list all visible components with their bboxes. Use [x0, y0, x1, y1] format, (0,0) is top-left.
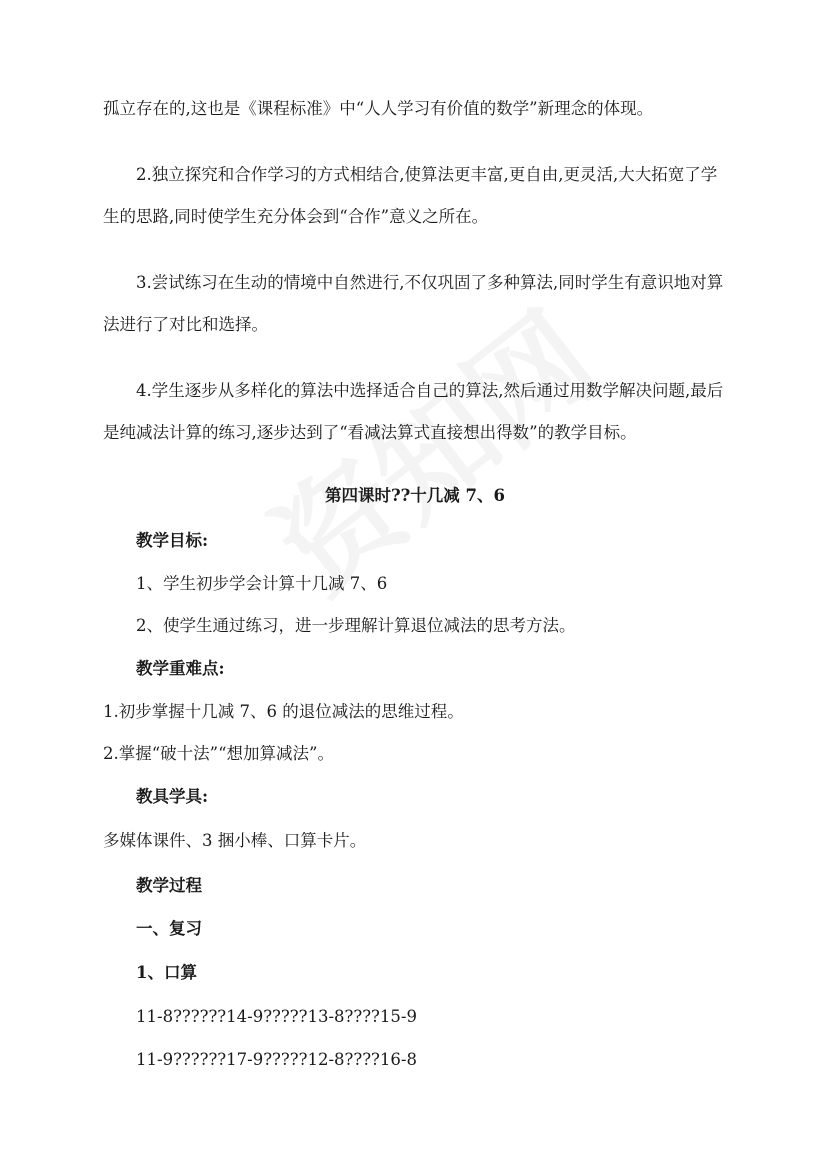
tools-heading: 教具学具:: [136, 787, 209, 806]
tools-text: 多媒体课件、3 捆小棒、口算卡片。: [103, 831, 367, 850]
difficulty-item: 2.掌握“破十法”“想加算减法”。: [103, 744, 334, 763]
objective-item: 1、学生初步学会计算十几减 7、6: [136, 574, 388, 593]
watermark: [235, 267, 625, 624]
paragraph-line: 4.学生逐步从多样化的算法中选择适合自己的算法,然后通过用数学解决问题,最后: [136, 381, 724, 400]
paragraph-line: 3.尝试练习在生动的情境中自然进行,不仅巩固了多种算法,同时学生有意识地对算: [136, 273, 724, 292]
oral-heading: 1、口算: [136, 963, 197, 982]
paragraph-line: 是纯减法计算的练习,逐步达到了“看减法算式直接想出得数”的教学目标。: [103, 423, 637, 442]
oral-row: 11-8??????14-9?????13-8????15-9: [136, 1007, 417, 1026]
objective-item: 2、使学生通过练习，进一步理解计算退位减法的思考方法。: [136, 616, 576, 635]
difficulty-heading: 教学重难点:: [136, 659, 225, 678]
oral-row: 11-9??????17-9?????12-8????16-8: [136, 1050, 417, 1069]
review-heading: 一、复习: [136, 919, 202, 938]
process-heading: 教学过程: [136, 876, 202, 895]
paragraph-line: 2.独立探究和合作学习的方式相结合,使算法更丰富,更自由,更灵活,大大拓宽了学: [136, 165, 718, 184]
lesson-title: 第四课时??十几减 7、6: [324, 486, 506, 505]
difficulty-item: 1.初步掌握十几减 7、6 的退位减法的思维过程。: [103, 702, 464, 721]
objectives-heading: 教学目标:: [136, 531, 209, 550]
paragraph-line: 法进行了对比和选择。: [103, 315, 268, 334]
paragraph-line: 生的思路,同时使学生充分体会到“合作”意义之所在。: [103, 207, 489, 226]
paragraph-line: 孤立存在的,这也是《课程标准》中“人人学习有价值的数学”新理念的体现。: [103, 99, 654, 118]
